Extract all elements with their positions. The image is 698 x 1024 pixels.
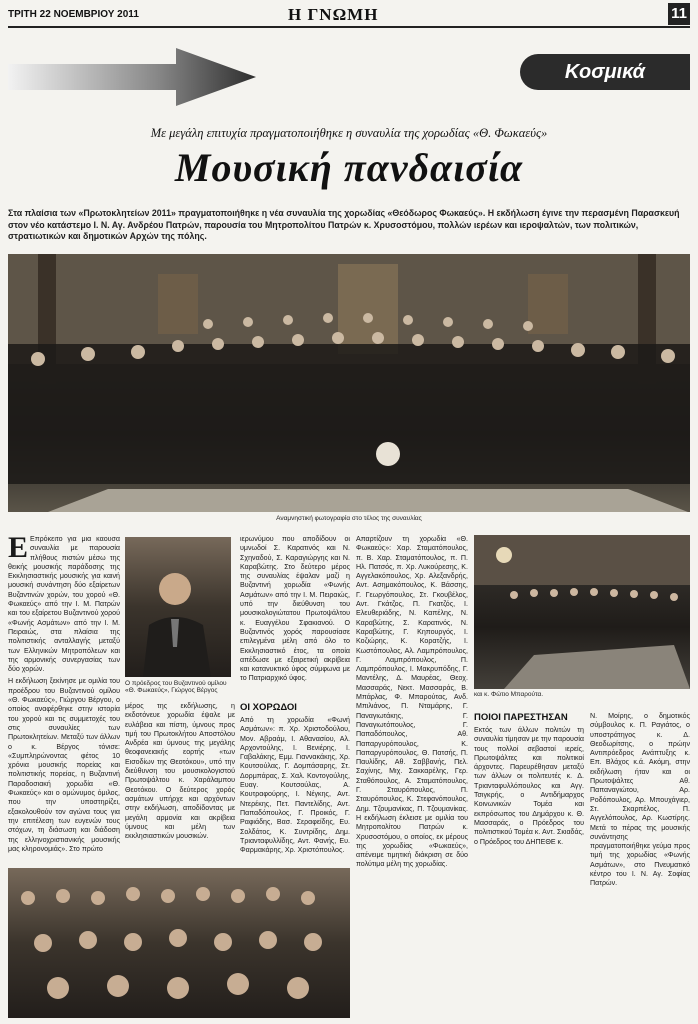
article-lead: Στα πλαίσια των «Πρωτοκλητείων 2011» πραγματοποιήθηκε η νέα συναυλία της χορωδίας «Θεόδωρος Φωκαεύς». Η εκδήλωση έγινε την περασμένη Παρασκευή στον νέο κατάστεμο Ι. Ν. Αγ. Ανδρέου Πατρών, παρουσία του Μητροπολίτου Πατρών κ. Χρυσοστόμου, πολλών ιερέων και ιεροψαλτών, των πολιτικών, στρατιωτικών και δημοτικών Αρχών της πόλης. (8, 208, 680, 241)
choir-heading: ΟΙ ΧΟΡΩΔΟΙ (240, 702, 297, 713)
portrait-photo (125, 537, 231, 677)
column-3-text-2: Από τη χορωδία «Φωνή Ασμάτων»: π. Χρ. Χριστοδούλου, Μον. Αβραάμ, Ι. Αθανασίου, Αλ. Αρχοντούλης, Ι. Βενιέρης, Ι. Γαβαλάκης, Εμμ. Γιαννακάκης, Χρ. Κουτσούλας, Γ. Δομπάσαρης, Στ. Δορμπάρας, Σ. Χαλ. Κοντογούλης, Ευαγ. Κουτσούλας, Α. Κουτραφούρης, Ι. Νέγκης, Αντ. Ντερέκης, Πετ. Παντελίδης, Αντ. Παπαδόπουλος, Γ. Προικός, Γ. Ραφιάδης, Βασ. Σεραφείδης, Ευ. Σολδάτος, Κ. Συντρίδης, Δημ. Τριανταφυλλίδης, Αντ. Φανής, Ευ. Φαρμακάρης, Χρ. Χριστόπουλος. (240, 716, 350, 855)
concert-photo-caption: και κ. Φώτιο Μπαρούτα. (474, 691, 544, 698)
group-photo-illustration (8, 254, 690, 512)
column-3-text: ιερωνύμου που αποδίδουν οι υμνωδοί Σ. Καρατινός και Ν. Σχηναδού, Σ. Καραγιώργης και Ν. Καραβώτης. Στο δεύτερο μέρος της συναυλίας έψαλαν μαζί η Βυζαντινή χορωδία «Φωνής Ασμάτων» από την Ι. Μ. Πειραιώς, υπό την διεύθυνση του μουσικολογιώτατου Πρωτοψάλτου κ. Ευαγγέλου Σφακιανού. Ο Βυζαντινός χορός παρουσίασε επιλεγμένα μέλη από όλο το Εκκλησιαστικό έτος, τα οποία απέδωσε με εξαιρετική ακρίβεια και κατανυκτικό ύφος σύμφωνα με το Πατριαρχικό ύφος. (240, 535, 350, 683)
section-label: Κοσμικά (520, 54, 690, 90)
column-1 (8, 531, 120, 863)
attendees-heading: ΠΟΙΟΙ ΠΑΡΕΣΤΗΣΑΝ (474, 712, 568, 723)
portrait-illustration (125, 537, 231, 677)
audience-illustration (8, 868, 350, 1018)
column-5 (474, 726, 584, 866)
article-subtitle: Με μεγάλη επιτυχία πραγματοποιήθηκε η συναυλία της χορωδίας «Θ. Φωκαεύς» (150, 126, 548, 140)
column-3b (240, 716, 350, 864)
newspaper-name: Η ΓΝΩΜΗ (288, 5, 379, 24)
arrow-icon (8, 46, 258, 108)
portrait-caption: Ο πρόεδρος του Βυζαντινού ομίλου «Θ. Φωκαεύς», Γιώργος Βέργος (125, 680, 227, 694)
main-photo (8, 254, 690, 512)
column-1-text: Επρόκειτο για μια καουσα συναυλία με παρουσία πλήθους πιστών μέσω της θεικής μουσικής παράδοσης της Εκκλησιαστικής μουσικής για καινή μουσική συνάντηση δύο εξαίρετων Βυζαντινών χορών, του χορού «Θ. Φωκαεύς» από την Ι. Μ. Πατρών και του εξαίρετου Βυζαντινού χορού «Φωνής Ασμάτων» από την Ι. Μ. Πειραιώς, στα πλαίσια της πολιτιστικής ανταλλαγής μεταξύ των Ελληνικών Μητροπόλεων και της αρμονικής συνεργασίας των δύο χορών. (8, 535, 120, 674)
drop-cap: Ε (8, 531, 29, 564)
concert-photo (474, 535, 690, 689)
column-2 (125, 702, 235, 862)
column-1-text-2: Η εκδήλωση ξεκίνησε με ομιλία του προέδρου του Βυζαντινού ομίλου «Θ. Φωκαεύς», Γιώργου Βέργου, ο οποίος αναφέρθηκε στην ιστορία του χορού και τις συμμετοχές του στις συναυλίες των Πρωτοκλητείων. Μεταξύ των άλλων ο κ. Βέργος τόνισε: «Συμπληρώνοντας φέτος 10 χρόνια μουσικής πορείας και πολιτιστικής πορείας, η Βυζαντινή Παραδοσιακή χορωδία «Θ. Φωκαεύς» και ο ομώνυμος όμιλος, που την υποστηρίζει, εξακολουθούν τον αγώνα τους για την επιτέλεση των ευγενών τους στόχων, τη διάσωση και διάδοση της ελληνοχριστιανικής μουσικής μας κληρονομιάς». Στο πρώτο (8, 677, 120, 853)
audience-photo (8, 868, 350, 1018)
issue-date: ΤΡΙΤΗ 22 ΝΟΕΜΒΡΙΟΥ 2011 (8, 9, 139, 20)
column-5-text: Εκτός των άλλων πολιτών τη συναυλία τίμησαν με την παρουσία τους πολλοί σεβαστοί ιερείς, Πρωτοψάλτες και πολιτικοί άρχοντες. Παρευρέθησαν μεταξύ των άλλων οι πολιτευτές κ. Δ. Τριανταφυλλόπουλος και Αγγ. Τσιγκρής, ο Αντιδήμαρχος Κοινωνικών Τομέα και εκπρόσωπος του Δημάρχου κ. Θ. Μασσαράς, ο Πρόεδρος του πολιτιστικού Τομέα κ. Αντ. Σκιαδάς, ο Πρόεδρος του ΔΗΠΕΘΕ κ. (474, 726, 584, 846)
column-4 (356, 535, 468, 1021)
column-6 (590, 712, 690, 888)
main-photo-caption: Αναμνηστική φωτογραφία στο τέλος της συναυλίας (276, 515, 422, 522)
header-rule (8, 26, 690, 28)
concert-illustration (474, 535, 690, 689)
column-2-text: μέρος της εκδήλωσης, η εκδοτόνευε χορωδία έψαλε με ευλάβεια και πίστη, ύμνους προς τιμή του Πρωτοκλήτου Αποστόλου Ανδρέα και ύμνους της μεγάλης θεοφανειακής εορτής «των Εισοδίων της Θεοτόκου», υπό την διεύθυνση του μουσικολογιστού Πρωτοψάλτου κ. Χαράλαμπου Θεοτόκου. Ο δεύτερος χορός ασμάτων υπήρχε και αρχόντων στην εκδήλωση, αποδίδοντας με μεγάλη αρμονία και ακρίβεια ύμνους και μέλη των εκκλησιαστικών μουσικών. (125, 702, 235, 841)
article-title: Μουσική πανδαισία (174, 145, 524, 190)
column-3a (240, 535, 350, 701)
column-4-text: Απαρτίζουν τη χορωδία «Θ. Φωκαεύς»: Χαρ. Σταματόπουλος, π. Β. Χαρ. Σταματόπουλος, π. Π. Ηλ. Πατσός, π. Χρ. Λυκούρεσης, Κ. Αγγελακόπουλος, Χρ. Αλεξανδρής, Αντ. Ασημακόπουλος, Κ. Βάσσης, Γ. Γεωργόπουλος, Στ. Γκουβέλος, Αντ. Γκάτζος, Π. Γκατζός, Ι. Ελευθεριάδης, Ν. Καπέλης, Ν. Καραβώτης, Σ. Καρατινός, Ν. Καραβώτης, Γ. Κηπουργός, Ι. Κοζιώρης, Κ. Κορατζής, Ι. Κωστόπουλος, Αλ. Λαμπρόπουλος, Γ. Λαμπρόπουλος, Π. Λαμπρόπουλος, Ι. Μακρυπόδης, Γ. Μαντέλης, Δ. Μαυρέας, Θεοχ. Μασσαράς, Νεκτ. Μασσαράς, Β. Μπάρλας, Φ. Μπαρούτας, Ανδ. Μπιλιάνος, Π. Νταμάρης, Γ. Παναγιωτάκης, Γ. Παναγιωτόπουλος, Γ. Παπαδόπουλος, Αθ. Παπαργυρόπουλος, Κ. Παπαργυρόπουλος, Θ. Πατσής, Π. Παυλίδης, Αθ. Σαββανής, Πελ. Σαχίνης, Μιχ. Σακκαρέλης, Γερ. Σταθόπουλος, Α. Σταματόπουλος, Γ. Σταυρόπουλος, Π. Σταυρόπουλος, Κ. Στεφανόπουλος, Δημ. Τζουμανίκας, Π. Τζουμανίκας. Η εκδήλωση έκλεισε με ομιλία του Μητροπολίτου Πατρών κ. Χρυσοστόμου, ο οποίος, εκ μέρους της χορωδίας «Φωκαεύς», απένειμε τιμητική διάκριση σε δύο πολύτιμα μέλη της χορωδίας. (356, 535, 468, 869)
page-number: 11 (668, 3, 690, 25)
column-6-text: Ν. Μοίρης, ο δημοτικός σύμβουλος κ. Π. Ραγιάτος, ο υποστράτηγος κ. Δ. Θεοδωρίτσης, ο πρώην Αντιπρόεδρος Ανάπτυξης κ. Επ. Βλάχος κ.ά. Ακόμη, στην εκδήλωση ήταν και οι Πρωτοψάλτες Αθ. Παπαναγιώτου, Αρ. Ροδόπουλος, Αρ. Μπουχάγιερ, Στ. Σκαρπέλος, Π. Αγγελόπουλος, Αρ. Κωστίρης. Μετά το πέρας της μουσικής συνάντησης πραγματοποιήθηκε γεύμα προς τιμή της χορωδίας «Φωνής Ασμάτων», στο Πνευματικό κέντρο του Ι. Ν. Αγ. Σοφίας Πατρών. (590, 712, 690, 888)
